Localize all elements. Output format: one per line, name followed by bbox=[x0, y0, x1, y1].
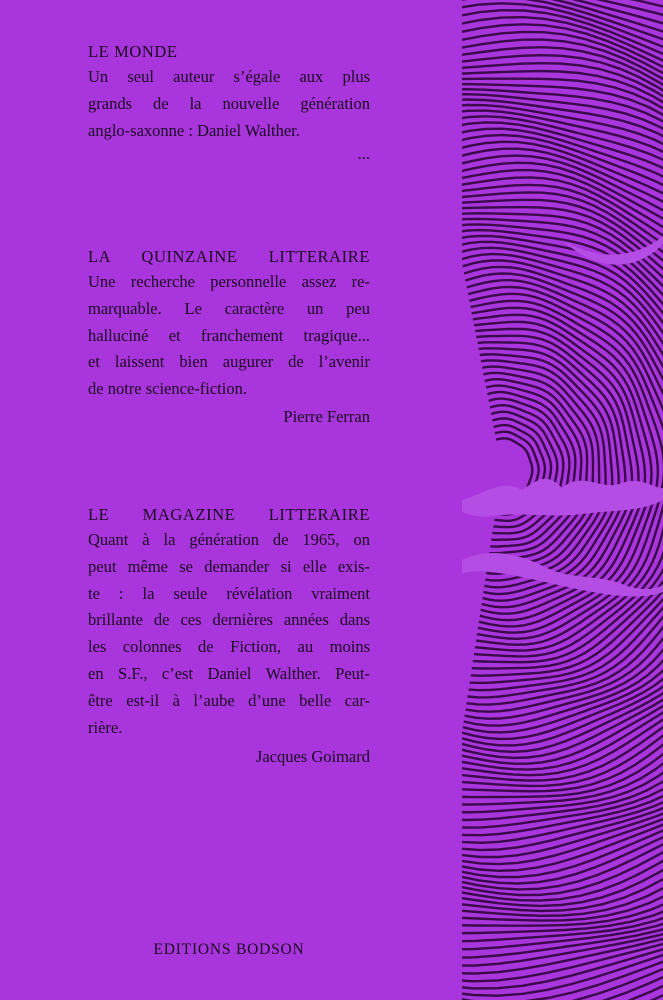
review-line: halluciné et franchement tragique... bbox=[88, 325, 370, 345]
review-line: de notre science-fiction. bbox=[88, 379, 247, 399]
review-ellipsis: ... bbox=[357, 144, 370, 164]
review-source: LA QUINZAINE LITTERAIRE bbox=[88, 247, 370, 266]
review-author: Jacques Goimard bbox=[255, 747, 370, 767]
review-line: anglo-saxonne : Daniel Walther. bbox=[88, 120, 300, 140]
review-line: peut même se demander si elle exis- bbox=[88, 556, 370, 576]
review-le-monde bbox=[88, 40, 370, 164]
review-line: Une recherche personnelle assez re- bbox=[88, 272, 370, 291]
review-author: Pierre Ferran bbox=[283, 406, 370, 426]
review-line: rière. bbox=[88, 717, 123, 737]
review-line: brillante de ces dernières années dans bbox=[88, 610, 370, 630]
review-source: LE MONDE bbox=[88, 42, 178, 61]
review-line: te : la seule révélation vraiment bbox=[88, 583, 370, 603]
review-source: LE MAGAZINE LITTERAIRE bbox=[88, 505, 370, 524]
review-line: en S.F., c’est Daniel Walther. Peut- bbox=[88, 663, 370, 683]
review-line: marquable. Le caractère un peu bbox=[88, 298, 370, 318]
wave-stripe-artwork bbox=[462, 0, 663, 1000]
review-line: être est-il à l’aube d’une belle car- bbox=[88, 690, 370, 710]
review-line: Un seul auteur s’égale aux plus bbox=[88, 67, 370, 86]
publisher-name: EDITIONS BODSON bbox=[153, 941, 305, 958]
review-line: Quant à la génération de 1965, on bbox=[88, 530, 370, 549]
review-line: les colonnes de Fiction, au moins bbox=[88, 637, 370, 657]
review-line: et laissent bien augurer de l’avenir bbox=[88, 352, 370, 372]
review-le-magazine bbox=[88, 503, 370, 769]
review-line: grands de la nouvelle génération bbox=[88, 93, 370, 113]
review-la-quinzaine bbox=[88, 245, 370, 429]
